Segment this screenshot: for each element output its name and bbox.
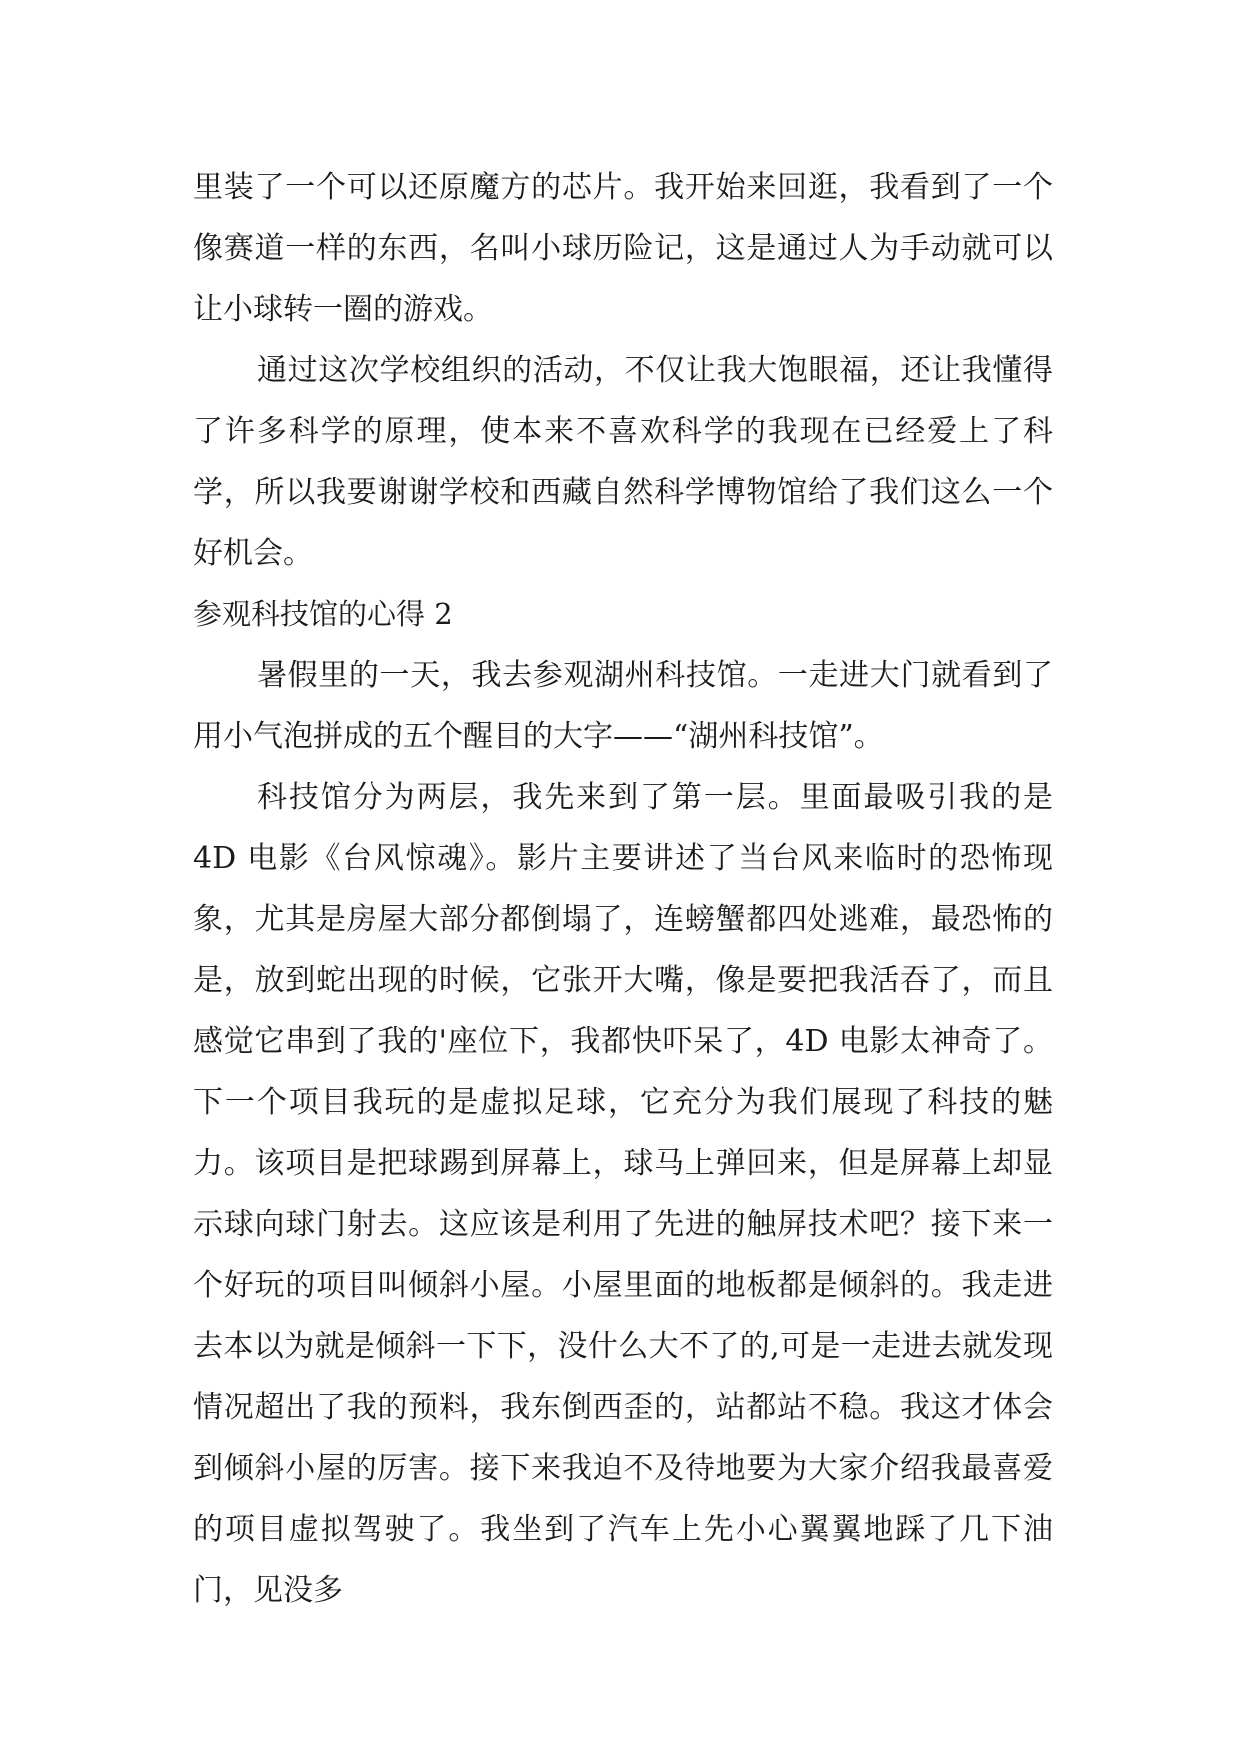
body-paragraph: 里装了一个可以还原魔方的芯片。我开始来回逛，我看到了一个像赛道一样的东西，名叫小球历险记，这是通过人为手动就可以让小球转一圈的游戏。	[193, 170, 1053, 327]
body-paragraph: 暑假里的一天，我去参观湖州科技馆。一走进大门就看到了用小气泡拼成的五个醒目的大字——“湖州科技馆”。	[193, 658, 1053, 754]
body-paragraph: 科技馆分为两层，我先来到了第一层。里面最吸引我的是 4D 电影《台风惊魂》。影片主要讲述了当台风来临时的恐怖现象，尤其是房屋大部分都倒塌了，连螃蟹都四处逃难，最恐怖的是，放到蛇出现的时候，它张开大嘴，像是要把我活吞了，而且感觉它串到了我的'座位下，我都快吓呆了，4D 电影太神奇了。下一个项目我玩的是虚拟足球，它充分为我们展现了科技的魅力。该项目是把球踢到屏幕上，球马上弹回来，但是屏幕上却显示球向球门射去。这应该是利用了先进的触屏技术吧？接下来一个好玩的项目叫倾斜小屋。小屋里面的地板都是倾斜的。我走进去本以为就是倾斜一下下，没什么大不了的,可是一走进去就发现情况超出了我的预料，我东倒西歪的，站都站不稳。我这才体会到倾斜小屋的厉害。接下来我迫不及待地要为大家介绍我最喜爱的项目虚拟驾驶了。我坐到了汽车上先小心翼翼地踩了几下油门，见没多	[193, 780, 1053, 1608]
body-paragraph: 通过这次学校组织的活动，不仅让我大饱眼福，还让我懂得了许多科学的原理，使本来不喜欢科学的我现在已经爱上了科学，所以我要谢谢学校和西藏自然科学博物馆给了我们这么一个好机会。	[193, 353, 1053, 571]
section-title: 参观科技馆的心得 2	[193, 597, 453, 631]
document-body	[193, 157, 1053, 1621]
